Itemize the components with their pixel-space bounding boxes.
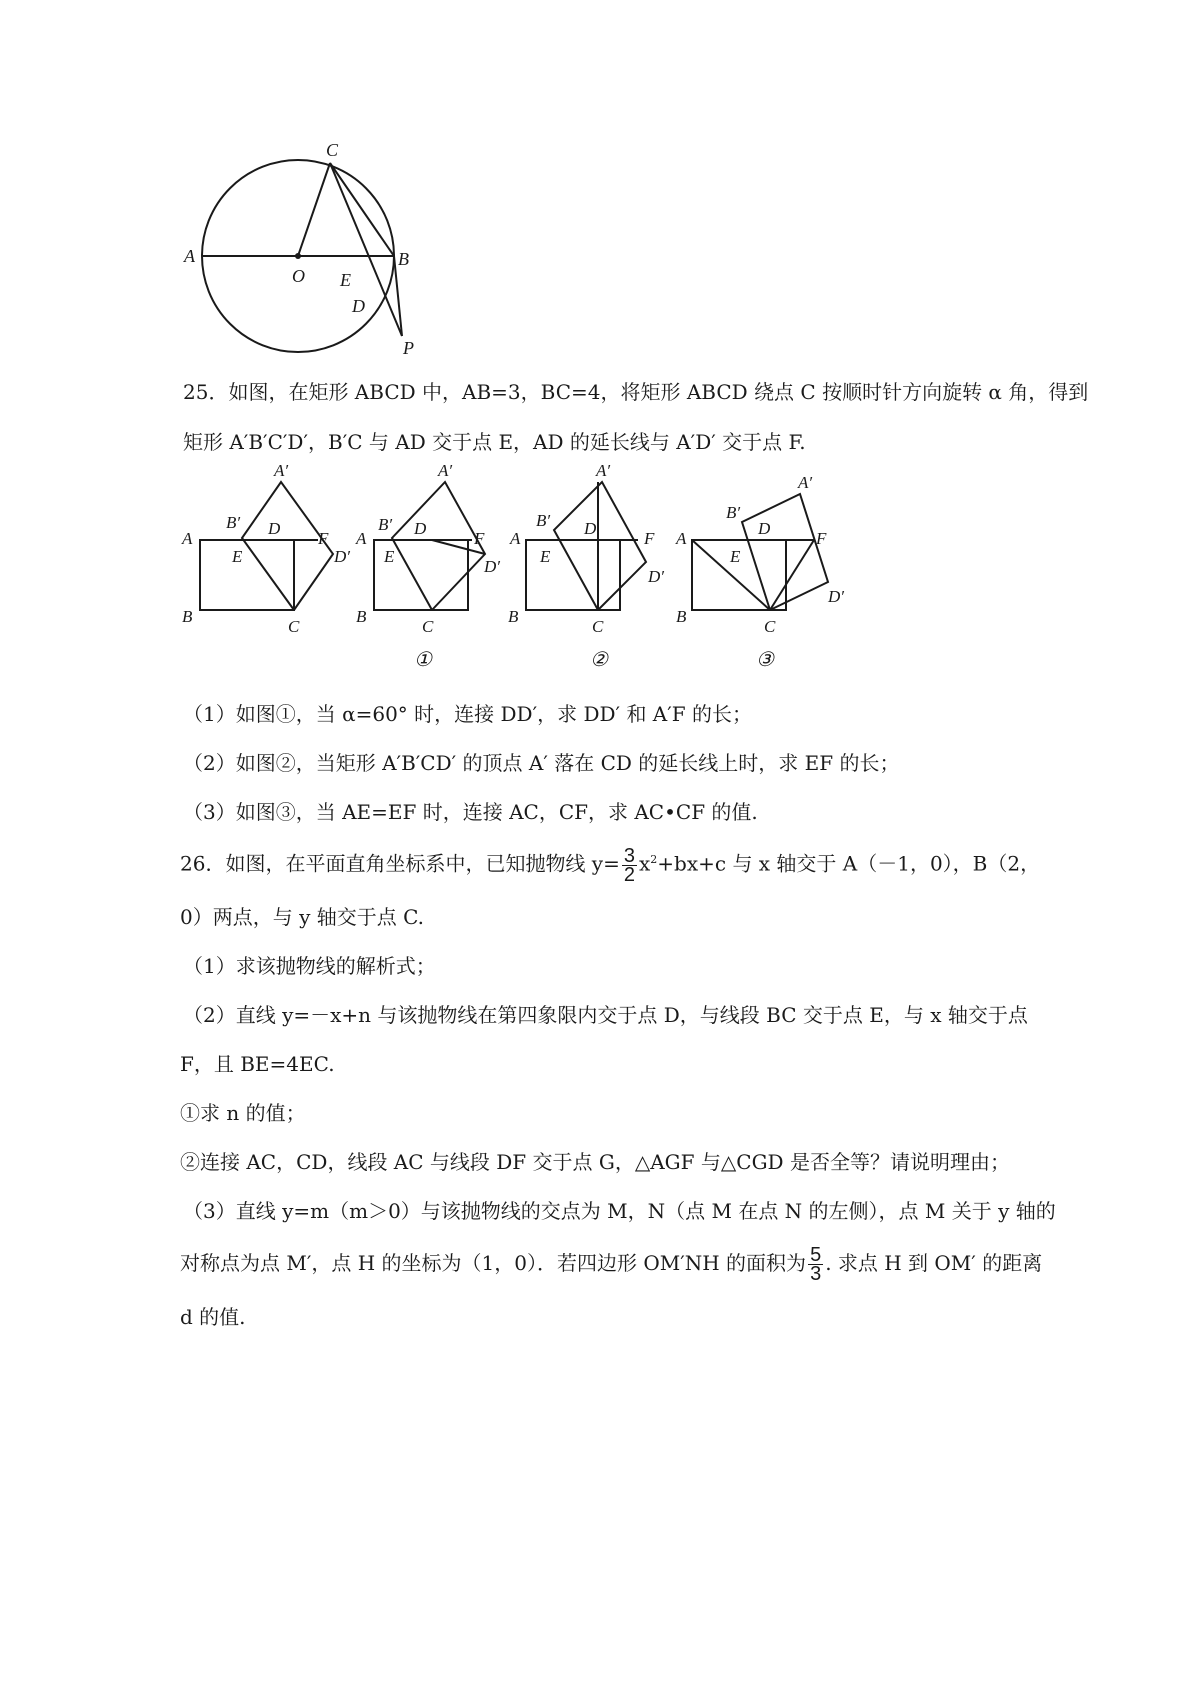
svg-text:③: ③ — [756, 649, 774, 671]
svg-text:D: D — [268, 519, 281, 538]
svg-text:A′: A′ — [274, 461, 289, 480]
p25-q2: （2）如图②，当矩形 A′B′CD′ 的顶点 A′ 落在 CD 的延长线上时，求 EF 的长； — [183, 751, 900, 775]
svg-text:②: ② — [590, 649, 608, 671]
label-a: A — [184, 246, 195, 266]
svg-text:D′: D′ — [334, 547, 350, 566]
p26-line2: 0）两点，与 y 轴交于点 C. — [180, 905, 425, 929]
label-o: O — [292, 266, 305, 286]
svg-text:A′: A′ — [596, 461, 611, 480]
rect-fig-3 — [692, 494, 828, 610]
svg-text:F: F — [318, 529, 329, 548]
segment-oc — [298, 163, 330, 256]
svg-text:C: C — [422, 617, 434, 636]
center-dot — [295, 253, 301, 259]
svg-text:E: E — [384, 547, 395, 566]
svg-text:B′: B′ — [378, 515, 393, 534]
svg-text:B: B — [508, 607, 519, 626]
circle-figure — [180, 140, 420, 365]
svg-text:A: A — [676, 529, 687, 548]
p26-q2-sub1: ①求 n 的值； — [180, 1101, 306, 1125]
svg-text:E: E — [540, 547, 551, 566]
p25-line1: 25．如图，在矩形 ABCD 中，AB=3，BC=4，将矩形 ABCD 绕点 C 按顺时针方向旋转 α 角，得到 — [183, 380, 1089, 404]
p26-q1: （1）求该抛物线的解析式； — [183, 954, 436, 978]
svg-text:B: B — [356, 607, 367, 626]
label-e: E — [340, 270, 351, 290]
svg-text:C: C — [764, 617, 776, 636]
svg-text:A′: A′ — [798, 473, 813, 492]
label-c: C — [326, 140, 339, 160]
svg-text:F: F — [644, 529, 655, 548]
svg-text:E: E — [232, 547, 243, 566]
label-b: B — [398, 249, 409, 269]
p26-q3-line2: 对称点为点 M′，点 H 的坐标为（1，0）．若四边形 OM′NH 的面积为 $\frac{5}{3}$ . 求点 H 到 OM′ 的距离 — [180, 1244, 1043, 1285]
svg-text:D′: D′ — [484, 557, 500, 576]
p25-line2: 矩形 A′B′C′D′，B′C 与 AD 交于点 E，AD 的延长线与 A′D′ 交于点 F. — [183, 430, 806, 454]
svg-text:B′: B′ — [226, 513, 241, 532]
svg-text:F: F — [816, 529, 827, 548]
fraction-5-3: $\frac{5}{3}$ — [810, 1244, 822, 1285]
svg-text:A: A — [356, 529, 367, 548]
rect-fig-1 — [374, 482, 485, 610]
svg-text:C: C — [592, 617, 604, 636]
p26-line1: 26．如图，在平面直角坐标系中，已知抛物线 y= $\frac{3}{2}$ $x^2+bx+c$ 与 x 轴交于 A（－1，0），B（2， — [180, 844, 1041, 886]
svg-text:F: F — [474, 529, 485, 548]
svg-text:B: B — [182, 607, 193, 626]
label-d: D — [352, 296, 365, 316]
svg-text:①: ① — [414, 649, 432, 671]
svg-text:B: B — [676, 607, 687, 626]
svg-text:B′: B′ — [536, 511, 551, 530]
p26-q2-sub2: ②连接 AC，CD，线段 AC 与线段 DF 交于点 G，△AGF 与△CGD 是否全等？请说明理由； — [180, 1150, 1010, 1174]
rect-fig-2 — [526, 482, 646, 610]
svg-text:A: A — [182, 529, 193, 548]
p25-q3: （3）如图③，当 AE=EF 时，连接 AC，CF，求 AC•CF 的值. — [183, 800, 758, 824]
rect-fig-1-labels — [355, 461, 500, 671]
svg-text:D′: D′ — [828, 587, 844, 606]
svg-text:A: A — [510, 529, 521, 548]
svg-text:B′: B′ — [726, 503, 741, 522]
label-p: P — [403, 338, 414, 358]
p26-q2-line1: （2）直线 y=－x+n 与该抛物线在第四象限内交于点 D，与线段 BC 交于点 E，与 x 轴交于点 — [183, 1003, 1028, 1027]
svg-text:E: E — [730, 547, 741, 566]
svg-text:D: D — [584, 519, 597, 538]
p26-q2-line2: F，且 BE=4EC. — [180, 1052, 335, 1076]
p26-q3-line3: d 的值. — [180, 1305, 246, 1329]
svg-text:C: C — [288, 617, 300, 636]
svg-text:D: D — [414, 519, 427, 538]
svg-text:D: D — [758, 519, 771, 538]
svg-text:D′: D′ — [648, 567, 664, 586]
p26-q3-line1: （3）直线 y=m（m＞0）与该抛物线的交点为 M，N（点 M 在点 N 的左侧），点 M 关于 y 轴的 — [183, 1199, 1056, 1223]
rect-figures — [178, 458, 938, 683]
rect-fig-3-labels — [675, 473, 844, 671]
fraction-3-2: $\frac{3}{2}$ — [623, 844, 635, 886]
svg-text:A′: A′ — [438, 461, 453, 480]
p25-q1: （1）如图①，当 α=60° 时，连接 DD′，求 DD′ 和 A′F 的长； — [183, 702, 753, 726]
rect-fig-0 — [200, 482, 333, 610]
